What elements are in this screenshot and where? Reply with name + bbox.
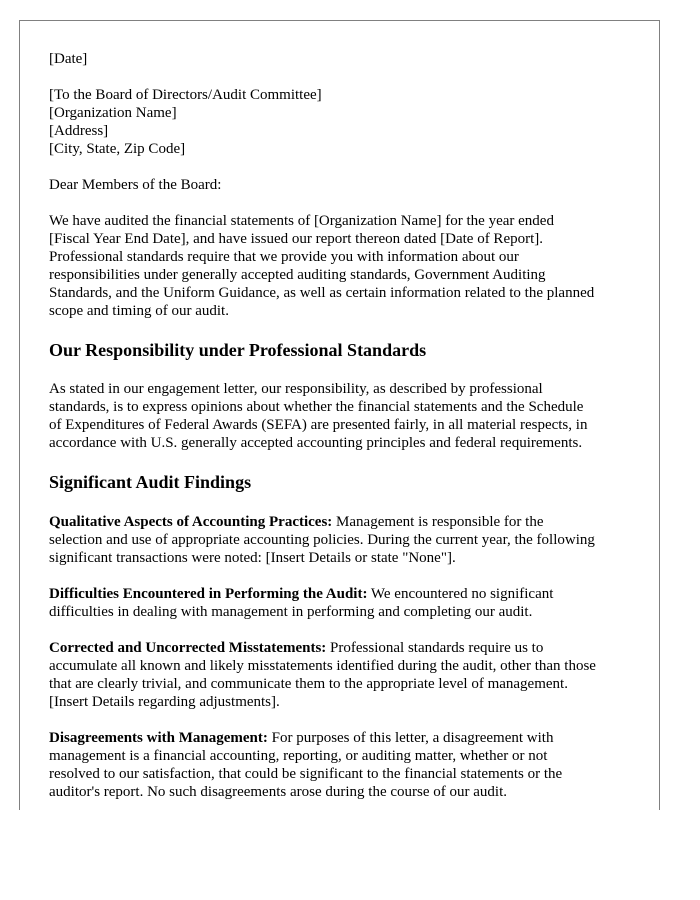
letter-page <box>19 20 660 810</box>
finding-title: Corrected and Uncorrected Misstatements: <box>49 640 327 656</box>
text-line: that are clearly trivial, and communicate them to the appropriate level of management. <box>49 676 568 692</box>
text-line: [Fiscal Year End Date], and have issued our report thereon dated [Date of Report]. <box>49 231 544 247</box>
finding-text: We encountered no significant <box>367 586 554 602</box>
text-line: [Insert Details regarding adjustments]. <box>49 694 280 710</box>
text-line: auditor's report. No such disagreements arose during the course of our audit. <box>49 784 507 800</box>
recipient-line: [To the Board of Directors/Audit Committee] <box>49 87 322 103</box>
text-line: accordance with U.S. generally accepted accounting principles and federal requirements. <box>49 435 583 451</box>
text-line <box>49 513 631 531</box>
finding-disagreements <box>49 729 631 801</box>
finding-text: For purposes of this letter, a disagreement with <box>267 730 554 746</box>
text-line: We have audited the financial statements of [Organization Name] for the year ended <box>49 213 554 229</box>
text-line: Professional standards require that we provide you with information about our <box>49 249 519 265</box>
letter-date: [Date] <box>49 51 88 67</box>
salutation: Dear Members of the Board: <box>49 177 222 193</box>
intro-paragraph <box>49 212 631 320</box>
text-line: Standards, and the Uniform Guidance, as well as certain information related to the planned <box>49 285 595 301</box>
finding-title: Disagreements with Management: <box>49 730 268 746</box>
finding-title: Difficulties Encountered in Performing the Audit: <box>49 586 368 602</box>
text-line: difficulties in dealing with management in performing and completing our audit. <box>49 604 533 620</box>
finding-difficulties <box>49 585 631 621</box>
text-line: As stated in our engagement letter, our responsibility, as described by professional <box>49 381 543 397</box>
recipient-line: [Organization Name] <box>49 105 177 121</box>
text-line: management is a financial accounting, reporting, or auditing matter, whether or not <box>49 748 548 764</box>
finding-text: Professional standards require us to <box>326 640 544 656</box>
section-heading-findings: Significant Audit Findings <box>49 472 252 492</box>
text-line: standards, is to express opinions about whether the financial statements and the Schedule <box>49 399 584 415</box>
text-line: selection and use of appropriate accounting policies. During the current year, the following <box>49 532 595 548</box>
text-line <box>49 729 631 747</box>
section-heading-responsibility: Our Responsibility under Professional Standards <box>49 340 427 360</box>
recipient-line: [City, State, Zip Code] <box>49 141 186 157</box>
recipient-line: [Address] <box>49 123 109 139</box>
text-line: responsibilities under generally accepted auditing standards, Government Auditing <box>49 267 546 283</box>
finding-misstatements <box>49 639 631 711</box>
text-line: scope and timing of our audit. <box>49 303 229 319</box>
responsibility-paragraph <box>49 380 631 452</box>
text-line <box>49 585 631 603</box>
finding-qualitative-aspects <box>49 513 631 567</box>
text-line: significant transactions were noted: [Insert Details or state "None"]. <box>49 550 456 566</box>
finding-title: Qualitative Aspects of Accounting Practices: <box>49 514 333 530</box>
finding-text: Management is responsible for the <box>332 514 544 530</box>
recipient-address <box>49 86 631 158</box>
text-line: accumulate all known and likely misstatements identified during the audit, other than those <box>49 658 596 674</box>
text-line <box>49 639 631 657</box>
text-line: of Expenditures of Federal Awards (SEFA) are presented fairly, in all material respects, in <box>49 417 588 433</box>
text-line: resolved to our satisfaction, that could be significant to the financial statements or the <box>49 766 563 782</box>
